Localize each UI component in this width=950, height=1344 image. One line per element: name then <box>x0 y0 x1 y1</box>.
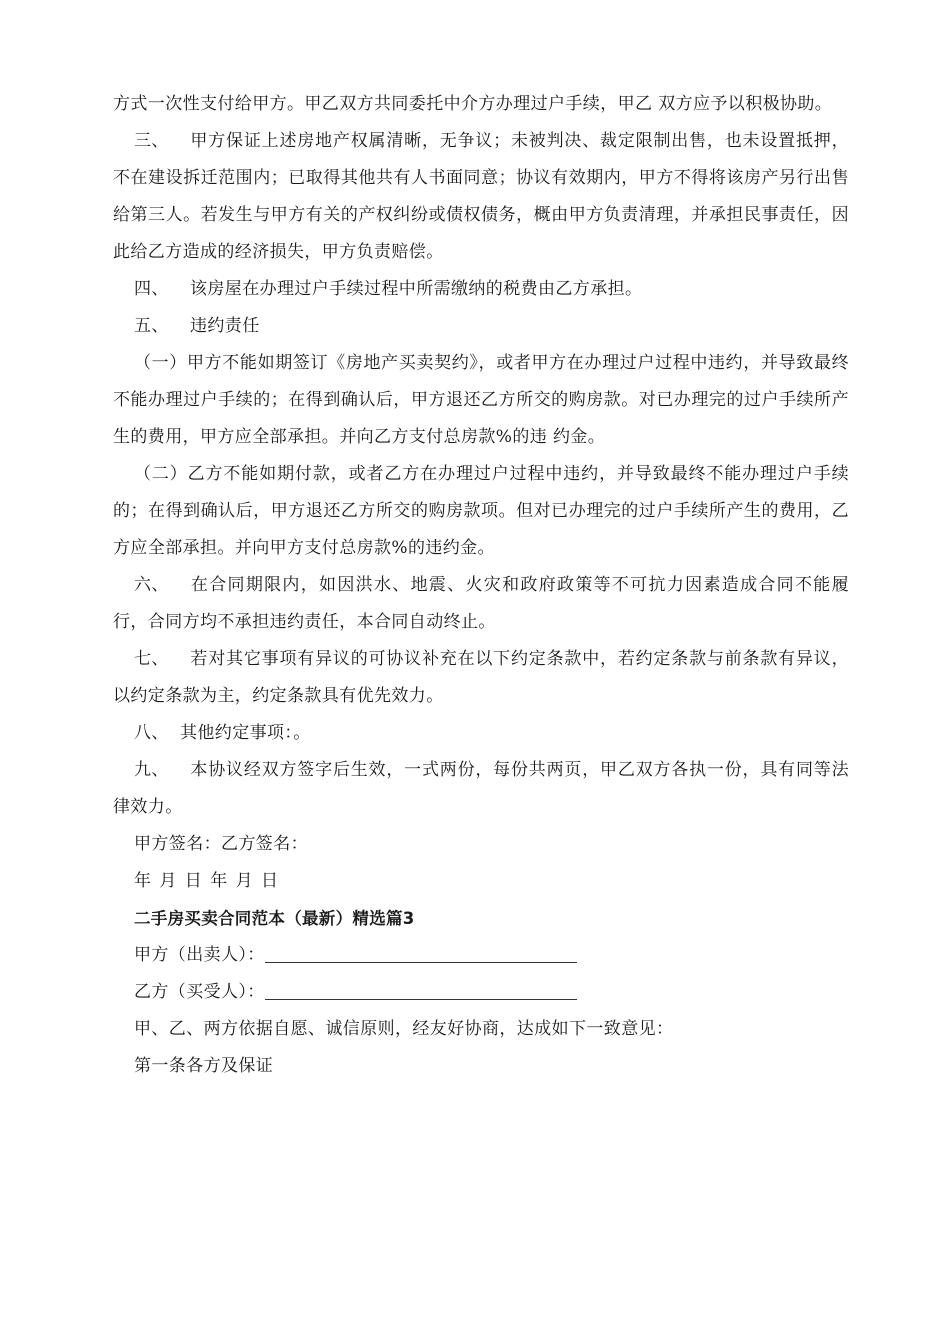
clause-6-number: 六、 <box>134 575 169 595</box>
clause-8-text: 其他约定事项：。 <box>180 723 311 743</box>
clause-9-text: 本协议经双方签字后生效，一式两份，每份共两页，甲乙双方各执一份，具有同等法律效力。 <box>113 760 849 817</box>
clause-9-number: 九、 <box>134 760 169 780</box>
clause-6-text: 在合同期限内，如因洪水、地震、火灾和政府政策等不可抗力因素造成合同不能履行，合同方均不承担违约责任，本合同自动终止。 <box>113 575 849 632</box>
buyer-blank[interactable] <box>265 975 577 1000</box>
article-1-heading: 第一条各方及保证 <box>134 1056 274 1076</box>
clause-5-text: 违约责任 <box>190 316 260 336</box>
clause-7-text: 若对其它事项有异议的可协议补充在以下约定条款中，若约定条款与前条款有异议，以约定条款为主，约定条款具有优先效力。 <box>113 649 849 706</box>
clause-4-text: 该房屋在办理过户手续过程中所需缴纳的税费由乙方承担。 <box>190 279 643 299</box>
clause-5 <box>113 308 849 345</box>
clause-6 <box>113 567 849 641</box>
buyer-field <box>113 974 849 1011</box>
clause-3-text: 甲方保证上述房地产权属清晰，无争议；未被判决、裁定限制出售，也未设置抵押，不在建设拆迁范围内；已取得其他共有人书面同意；协议有效期内，甲方不得将该房产另行出售给第三人。若发生与甲方有关的产权纠纷或债权债务，概由甲方负责清理，并承担民事责任，因此给乙方造成的经济损失，甲方负责赔偿。 <box>113 131 849 262</box>
seller-label: 甲方（出卖人）： <box>134 945 265 965</box>
section-title: 二手房买卖合同范本（最新）精选篇3 <box>134 909 415 928</box>
paragraph-payment-continuation: 方式一次性支付给甲方。甲乙双方共同委托中介方办理过户手续，甲乙 双方应予以积极协助。 <box>113 94 833 114</box>
seller-blank[interactable] <box>265 938 577 963</box>
seller-field <box>113 937 849 974</box>
clause-4-number: 四、 <box>134 279 169 299</box>
clause-5-item-1: （一）甲方不能如期签订《房地产买卖契约》，或者甲方在办理过户过程中违约，并导致最终不能办理过户手续的；在得到确认后，甲方退还乙方所交的购房款。对已办理完的过户手续所产生的费用，甲方应全部承担。并向乙方支付总房款%的违 约金。 <box>113 353 849 447</box>
clause-7 <box>113 641 849 715</box>
date-line: 年 月 日 年 月 日 <box>134 871 280 891</box>
clause-5-number: 五、 <box>134 316 169 336</box>
intro-paragraph: 甲、乙、两方依据自愿、诚信原则，经友好协商，达成如下一致意见： <box>134 1019 674 1039</box>
clause-8 <box>113 715 849 752</box>
buyer-label: 乙方（买受人）： <box>134 982 265 1002</box>
clause-9 <box>113 752 849 826</box>
clause-8-number: 八、 <box>134 723 169 743</box>
clause-7-number: 七、 <box>134 649 169 669</box>
document-body <box>113 86 849 1085</box>
clause-3-number: 三、 <box>134 131 169 151</box>
clause-4 <box>113 271 849 308</box>
signature-line: 甲方签名：乙方签名： <box>134 834 308 854</box>
clause-5-item-2: （二）乙方不能如期付款，或者乙方在办理过户过程中违约，并导致最终不能办理过户手续的；在得到确认后，甲方退还乙方所交的购房款项。但对已办理完的过户手续所产生的费用，乙方应全部承担。并向甲方支付总房款%的违约金。 <box>113 464 849 558</box>
clause-3 <box>113 123 849 271</box>
